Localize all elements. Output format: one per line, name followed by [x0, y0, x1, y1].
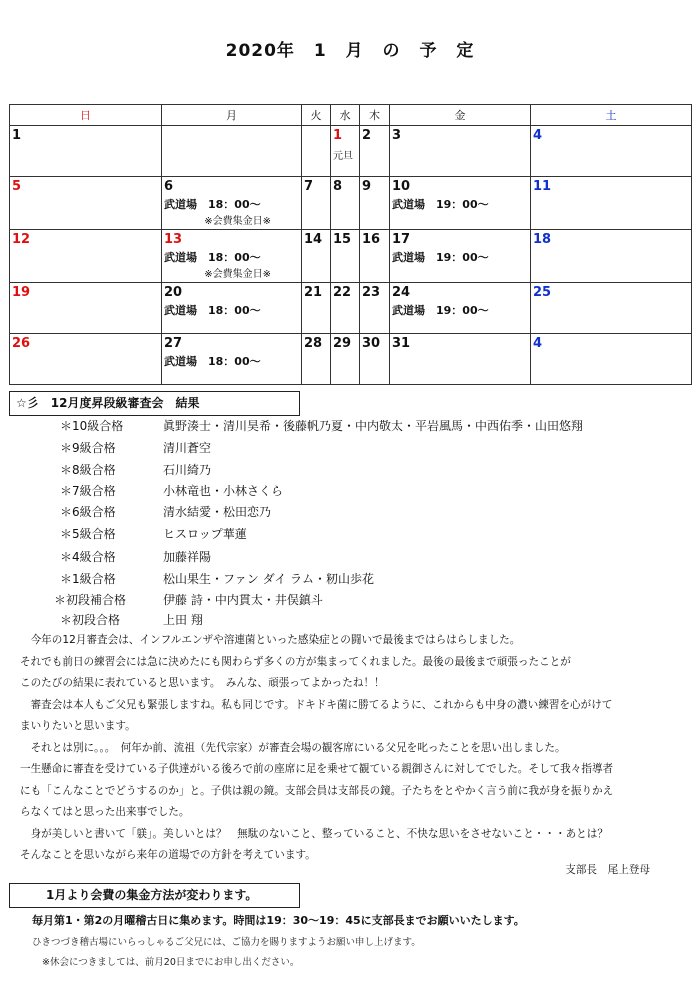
result-names: 石川綺乃 — [163, 463, 212, 477]
day-cell — [331, 283, 360, 334]
day-number: 23 — [362, 285, 381, 300]
title-yo: 予 — [419, 41, 438, 61]
message-line: にも「こんなことでどうするのか」と。子供は親の鏡。支部会員は支部長の鏡。子たちをとやかく言う前に我が身を振りかえ — [20, 784, 614, 797]
header-sunday: 日 — [10, 105, 162, 126]
day-number: 4 — [533, 336, 543, 351]
event-label: 武道場 18：00～ — [164, 304, 261, 317]
result-names: 清水結愛・松田恋乃 — [163, 505, 272, 519]
day-cell — [531, 177, 692, 230]
header-thursday: 木 — [360, 105, 390, 126]
event-label: 武道場 18：00～ — [164, 355, 261, 368]
result-label: ＊8級合格 — [60, 463, 116, 477]
day-cell — [390, 126, 531, 177]
day-cell — [302, 177, 331, 230]
day-cell — [331, 126, 360, 177]
result-names: 松山果生・ファン ダイ ラム・籾山歩花 — [163, 572, 375, 586]
day-number: 13 — [164, 232, 183, 247]
result-label: ＊初段補合格 — [54, 593, 127, 607]
title-year: 2020年 — [225, 41, 295, 61]
day-cell — [390, 334, 531, 385]
day-cell — [302, 230, 331, 283]
day-number: 17 — [392, 232, 411, 247]
event-label: 武道場 18：00～ — [164, 198, 261, 211]
result-label: ＊4級合格 — [60, 550, 116, 564]
message-line: まいりたいと思います。 — [20, 720, 136, 732]
result-label: ＊6級合格 — [60, 505, 116, 519]
day-number: 30 — [362, 336, 381, 351]
result-label: ＊10級合格 — [60, 419, 124, 433]
day-cell — [302, 126, 331, 177]
day-cell — [331, 230, 360, 283]
day-cell — [360, 230, 390, 283]
header-friday: 金 — [390, 105, 531, 126]
fee-schedule: 毎月第1・第2の月曜稽古日に集めます。時間は19：30～19：45に支部長までお願いいたします。 — [32, 914, 525, 927]
day-number: 8 — [333, 179, 343, 194]
day-cell — [162, 126, 302, 177]
day-number: 1 — [12, 128, 22, 143]
day-cell — [10, 230, 162, 283]
day-number: 5 — [12, 179, 22, 194]
message-line: そんなことを思いながら来年の道場での方針を考えています。 — [20, 849, 316, 861]
result-label: ＊初段合格 — [60, 613, 121, 627]
message-line: このたびの結果に表れていると思います。 みんな、頑張ってよかったね！！ — [20, 677, 385, 689]
event-note: ※会費集金日※ — [204, 269, 271, 280]
day-cell — [360, 283, 390, 334]
day-cell — [162, 334, 302, 385]
calendar-week — [10, 334, 692, 385]
fee-note-2: ※休会につきましては、前月20日までにお申し出ください。 — [42, 957, 300, 968]
calendar-week — [10, 126, 692, 177]
day-cell — [390, 283, 531, 334]
day-number: 1 — [333, 128, 343, 143]
day-cell — [10, 177, 162, 230]
day-number: 10 — [392, 179, 411, 194]
results-heading: ☆彡 12月度昇段級審査会 結果 — [9, 391, 300, 416]
day-number: 12 — [12, 232, 31, 247]
day-number: 26 — [12, 336, 31, 351]
day-cell — [162, 177, 302, 230]
title-month-suffix: 月 — [345, 41, 364, 61]
holiday-label: 元旦 — [333, 151, 353, 162]
message-line: 審査会は本人もご父兄も緊張しますね。私も同じです。ドキドキ菌に勝てるように、これからも中身の濃い練習を心がけて — [20, 698, 613, 711]
day-number: 4 — [533, 128, 543, 143]
calendar-header-row — [10, 105, 692, 126]
day-cell — [531, 230, 692, 283]
message-line: それでも前日の練習会には急に決めたにも関わらず多くの方が集まってくれました。最後の最後まで頑張ったことが — [20, 655, 571, 668]
day-number: 2 — [362, 128, 372, 143]
page-title — [0, 36, 700, 61]
day-cell — [331, 334, 360, 385]
day-number: 16 — [362, 232, 381, 247]
day-number: 11 — [533, 179, 552, 194]
result-label: ＊9級合格 — [60, 441, 116, 455]
day-number: 20 — [164, 285, 183, 300]
day-number: 22 — [333, 285, 352, 300]
day-number: 6 — [164, 179, 174, 194]
event-label: 武道場 19：00～ — [392, 198, 489, 211]
day-number: 29 — [333, 336, 352, 351]
day-cell — [531, 334, 692, 385]
header-monday: 月 — [162, 105, 302, 126]
day-number: 3 — [392, 128, 402, 143]
event-note: ※会費集金日※ — [204, 216, 271, 227]
day-cell — [302, 334, 331, 385]
day-number: 14 — [304, 232, 323, 247]
day-cell — [10, 334, 162, 385]
result-names: 上田 翔 — [163, 613, 203, 627]
signature: 支部長 尾上登母 — [565, 864, 650, 876]
calendar-week — [10, 230, 692, 283]
day-cell — [331, 177, 360, 230]
message-line: 今年の12月審査会は、インフルエンザや溶連菌といった感染症との闘いで最後まではらはらしました。 — [20, 634, 521, 646]
day-cell — [162, 230, 302, 283]
message-body — [20, 630, 684, 867]
day-number: 24 — [392, 285, 411, 300]
event-label: 武道場 19：00～ — [392, 251, 489, 264]
calendar-table — [9, 104, 692, 385]
result-label: ＊1級合格 — [60, 572, 116, 586]
day-number: 18 — [533, 232, 552, 247]
day-number: 21 — [304, 285, 323, 300]
day-number: 27 — [164, 336, 183, 351]
day-number: 31 — [392, 336, 411, 351]
day-number: 19 — [12, 285, 31, 300]
event-label: 武道場 18：00～ — [164, 251, 261, 264]
calendar-week — [10, 177, 692, 230]
day-number: 15 — [333, 232, 352, 247]
calendar-week — [10, 283, 692, 334]
day-number: 9 — [362, 179, 372, 194]
result-names: 加藤祥陽 — [163, 550, 212, 564]
day-cell — [531, 283, 692, 334]
title-month: 1 — [313, 41, 327, 61]
message-line: 一生懸命に審査を受けている子供達がいる後ろで前の座席に足を乗せて観ている親御さんに対してでした。そして我々指導者 — [20, 763, 614, 775]
day-cell — [360, 177, 390, 230]
result-label: ＊5級合格 — [60, 527, 116, 541]
event-label: 武道場 19：00～ — [392, 304, 489, 317]
header-tuesday: 火 — [302, 105, 331, 126]
result-names: ヒスロップ華蓮 — [163, 527, 247, 541]
day-number: 7 — [304, 179, 314, 194]
result-label: ＊7級合格 — [60, 484, 116, 498]
header-wednesday: 水 — [331, 105, 360, 126]
day-number: 25 — [533, 285, 552, 300]
day-cell — [10, 126, 162, 177]
day-cell — [360, 126, 390, 177]
day-number: 28 — [304, 336, 323, 351]
day-cell — [531, 126, 692, 177]
fee-heading: 1月より会費の集金方法が変わります。 — [9, 883, 300, 908]
day-cell — [162, 283, 302, 334]
day-cell — [302, 283, 331, 334]
header-saturday: 土 — [531, 105, 692, 126]
message-line: それとは別に。。。 何年か前、流祖（先代宗家）が審査会場の観客席にいる父兄を叱ったことを思い出しました。 — [20, 741, 566, 754]
result-names: 小林竜也・小林さくら — [163, 484, 284, 498]
title-no: の — [382, 41, 401, 61]
result-names: 清川蒼空 — [163, 441, 212, 455]
message-line: らなくてはと思った出来事でした。 — [20, 806, 190, 818]
result-names: 伊藤 詩・中内貫太・井俣鎮斗 — [163, 593, 323, 607]
result-names: 眞野湊士・清川昊希・後藤帆乃夏・中内敬太・平岩風馬・中西佑季・山田悠翔 — [163, 419, 584, 433]
day-cell — [390, 230, 531, 283]
day-cell — [10, 283, 162, 334]
day-cell — [360, 334, 390, 385]
title-tei: 定 — [456, 41, 475, 61]
day-cell — [390, 177, 531, 230]
message-line: 身が美しいと書いて「躾」。美しいとは？ 無駄のないこと、整っていること、不快な思いをさせないこと・・・あとは？ — [20, 827, 608, 840]
fee-note-1: ひきつづき稽古場にいらっしゃるご父兄には、ご協力を賜りますようお願い申し上げます。 — [32, 937, 421, 948]
